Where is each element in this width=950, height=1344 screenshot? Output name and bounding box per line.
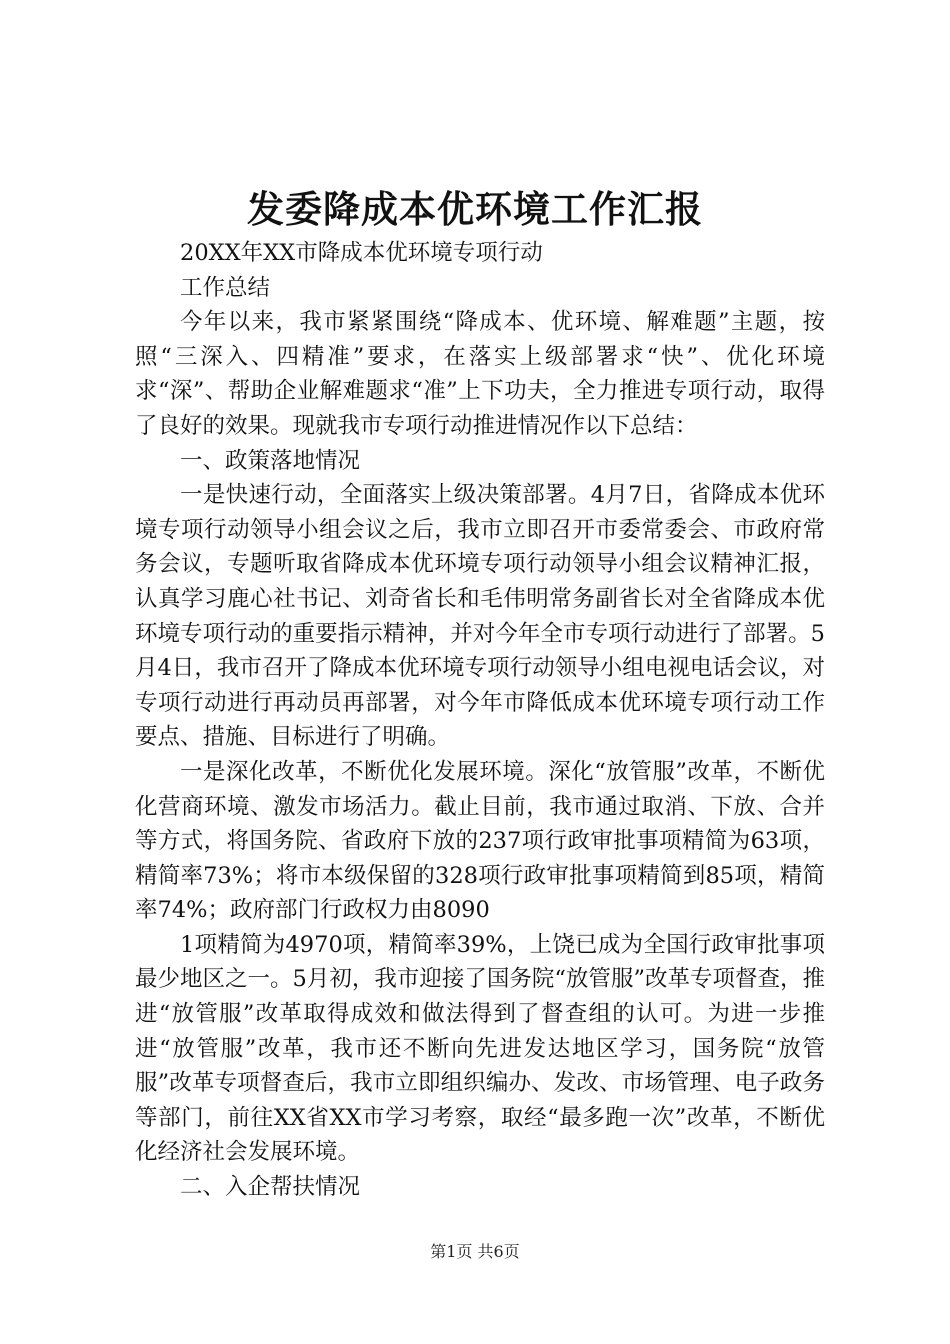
page-footer: 第1页 共6页 (430, 1242, 520, 1261)
section-heading-1: 一、政策落地情况 (180, 447, 361, 474)
intro-paragraph: 今年以来，我市紧紧围绕“降成本、优环境、解难题”主题，按照“三深入、四精准”要求，在落实上级部署求“快”、优化环境求“深”、帮助企业解难题求“准”上下功夫，全力推进专项行动，取得了良好的效果。现就我市专项行动推进情况作以下总结： (135, 309, 825, 439)
section-heading-2: 二、入企帮扶情况 (180, 1174, 361, 1201)
body-paragraph: 1项精简为4970项，精简率39%，上饶已成为全国行政审批事项最少地区之一。5月初，我市迎接了国务院“放管服”改革专项督查，推进“放管服”改革取得成效和做法得到了督查组的认可。为进一步推进“放管服”改革，我市还不断向先进发达地区学习，国务院“放管服”改革专项督查后，我市立即组织编办、发改、市场管理、电子政务等部门，前往XX省XX市学习考察，取经“最多跑一次”改革，不断优化经济社会发展环境。 (135, 931, 825, 1166)
document-title: 发委降成本优环境工作汇报 (247, 187, 703, 231)
subtitle-line-2: 工作总结 (180, 274, 271, 301)
subtitle-line-1: 20XX年XX市降成本优环境专项行动 (180, 240, 543, 266)
document-body (135, 236, 825, 1205)
body-paragraph: 一是深化改革，不断优化发展环境。深化“放管服”改革，不断优化营商环境、激发市场活力。截止目前，我市通过取消、下放、合并等方式，将国务院、省政府下放的237项行政审批事项精简为63项，精简率73%；将市本级保留的328项行政审批事项精简到85项，精简率74%；政府部门行政权力由8090 (135, 758, 825, 924)
body-paragraph: 一是快速行动，全面落实上级决策部署。4月7日，省降成本优环境专项行动领导小组会议之后，我市立即召开市委常委会、市政府常务会议，专题听取省降成本优环境专项行动领导小组会议精神汇报，认真学习鹿心社书记、刘奇省长和毛伟明常务副省长对全省降成本优环境专项行动的重要指示精神，并对今年全市专项行动进行了部署。5月4日，我市召开了降成本优环境专项行动领导小组电视电话会议，对专项行动进行再动员再部署，对今年市降低成本优环境专项行动工作要点、措施、目标进行了明确。 (135, 482, 825, 751)
